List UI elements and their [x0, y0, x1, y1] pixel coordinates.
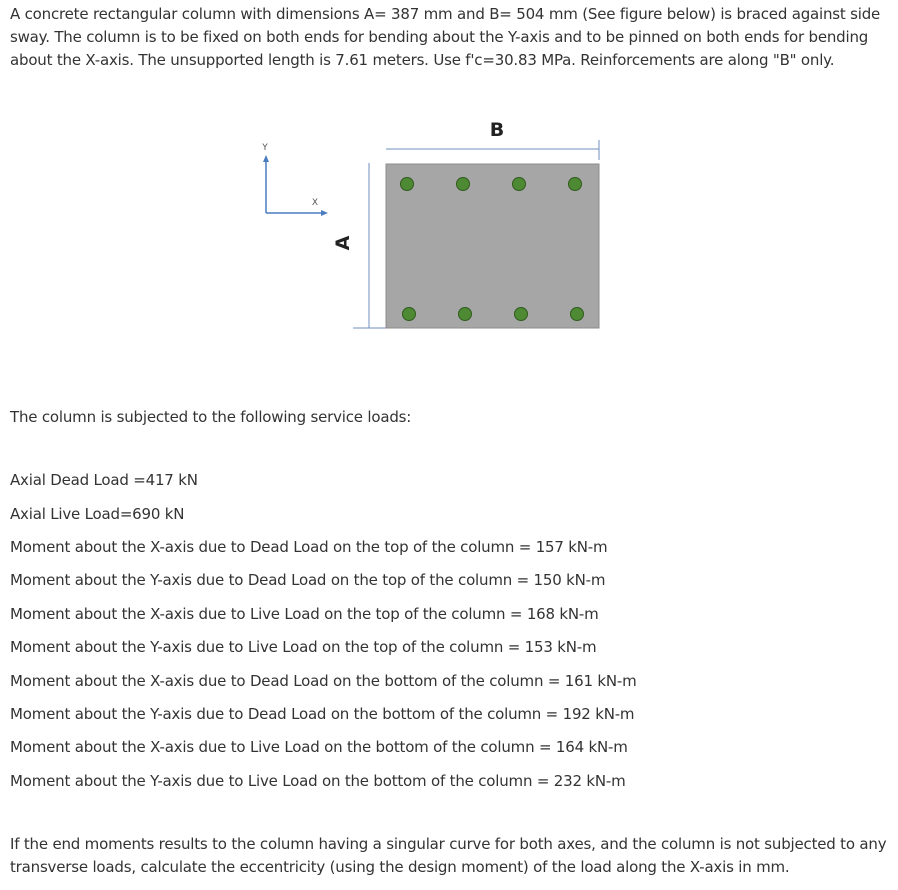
- load-item: Moment about the X-axis due to Live Load on the bottom of the column = 164 kN-m: [10, 738, 628, 756]
- x-axis-label: X: [311, 198, 319, 208]
- problem-statement: A concrete rectangular column with dimensions A= 387 mm and B= 504 mm (See figure below) is braced against side sway. The column is to be fixed on both ends for bending about the Y-axis and to be pinned on both ends for bending about the X-axis. The unsupported length is 7.61 meters. Use f'c=30.83 MPa. Reinforcements are along "B" only.: [10, 5, 881, 69]
- dimension-b: [386, 119, 599, 160]
- rebar: [571, 308, 584, 321]
- question-text: If the end moments results to the column having a singular curve for both axes, and the column is not subjected to any transverse loads, calculate the eccentricity (using the design moment) of the load along the X-axis in mm.: [10, 835, 887, 876]
- load-item: Moment about the Y-axis due to Live Load on the bottom of the column = 232 kN-m: [10, 772, 626, 790]
- column-cross-section: [386, 164, 599, 328]
- x-axis-arrowhead: [321, 210, 328, 216]
- dimension-a: [332, 163, 386, 328]
- load-item: Moment about the X-axis due to Dead Load on the bottom of the column = 161 kN-m: [10, 672, 637, 690]
- rebar: [515, 308, 528, 321]
- rebar: [401, 178, 414, 191]
- load-item: Moment about the X-axis due to Dead Load on the top of the column = 157 kN-m: [10, 538, 608, 556]
- column-section-figure: [250, 110, 610, 340]
- y-axis-label: Y: [262, 143, 268, 153]
- axis-indicator: [261, 143, 328, 216]
- y-axis-arrowhead: [263, 155, 269, 162]
- load-item: Moment about the X-axis due to Live Load on the top of the column = 168 kN-m: [10, 605, 599, 623]
- rebar: [457, 178, 470, 191]
- rebar: [513, 178, 526, 191]
- rebar: [459, 308, 472, 321]
- load-item: Axial Live Load=690 kN: [10, 505, 185, 523]
- dimension-a-label: A: [332, 235, 354, 251]
- loads-heading: The column is subjected to the following service loads:: [10, 408, 412, 426]
- load-item: Axial Dead Load =417 kN: [10, 471, 198, 489]
- load-item: Moment about the Y-axis due to Dead Load on the bottom of the column = 192 kN-m: [10, 705, 635, 723]
- rebar: [403, 308, 416, 321]
- rebar: [569, 178, 582, 191]
- dimension-b-label: B: [489, 119, 505, 141]
- load-item: Moment about the Y-axis due to Live Load on the top of the column = 153 kN-m: [10, 638, 597, 656]
- load-item: Moment about the Y-axis due to Dead Load on the top of the column = 150 kN-m: [10, 571, 606, 589]
